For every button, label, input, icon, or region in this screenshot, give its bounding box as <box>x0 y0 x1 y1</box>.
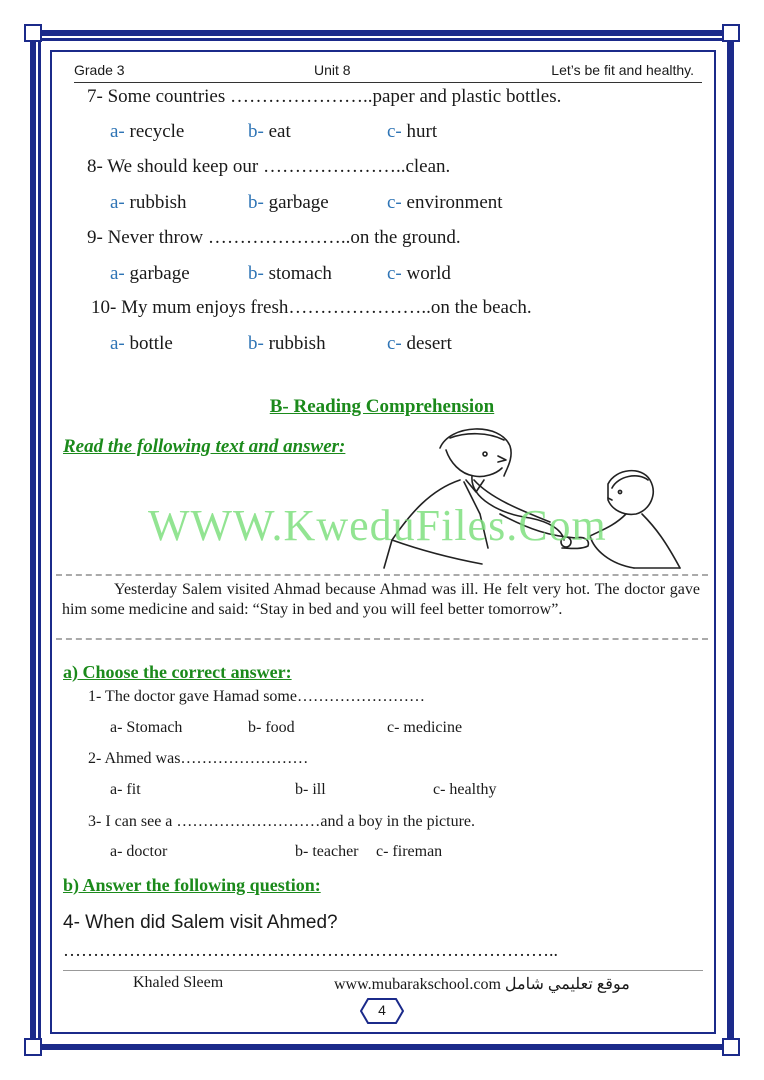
option-text: hurt <box>406 121 438 142</box>
q10-option-c[interactable] <box>387 333 452 355</box>
part-a-question-3: 3- I can see a ………………………and a boy in the picture. <box>88 813 476 830</box>
option-letter: b- <box>248 263 264 284</box>
option-text: garbage <box>268 192 329 213</box>
option-letter: b- <box>248 333 264 354</box>
q8-option-c[interactable] <box>387 192 503 214</box>
pa-q3-option-c[interactable]: c- fireman <box>376 843 443 860</box>
question-10: 10- My mum enjoys fresh…………………..on the beach. <box>91 297 532 318</box>
pa-q2-option-c[interactable]: c- healthy <box>433 781 497 798</box>
q9-option-c[interactable] <box>387 263 451 285</box>
option-text: recycle <box>129 121 185 142</box>
option-letter: c- <box>387 263 402 284</box>
option-text: eat <box>268 121 291 142</box>
q9-option-a[interactable] <box>110 263 190 285</box>
doctor-boy-illustration <box>380 418 690 578</box>
q10-option-b[interactable] <box>248 333 326 355</box>
watermark: WWW.KweduFiles.Com <box>148 501 607 550</box>
part-a-question-2: 2- Ahmed was…………………… <box>88 750 309 767</box>
question-7: 7- Some countries …………………..paper and plastic bottles. <box>87 86 562 107</box>
corner-ornament-tl <box>24 24 42 42</box>
option-text: environment <box>406 192 503 213</box>
option-text: rubbish <box>268 333 326 354</box>
option-letter: a- <box>110 263 125 284</box>
header-unit: Unit 8 <box>314 62 351 78</box>
option-text: rubbish <box>129 192 187 213</box>
corner-ornament-bl <box>24 1038 42 1056</box>
part-a-title: a) Choose the correct answer: <box>63 662 292 682</box>
part-a-question-1: 1- The doctor gave Hamad some…………………… <box>88 688 425 705</box>
pa-q3-option-b[interactable]: b- teacher <box>295 843 359 860</box>
option-letter: c- <box>387 333 402 354</box>
corner-ornament-br <box>722 1038 740 1056</box>
option-letter: a- <box>110 121 125 142</box>
q7-option-b[interactable] <box>248 121 291 143</box>
question-8: 8- We should keep our …………………..clean. <box>87 156 451 177</box>
option-text: world <box>406 263 451 284</box>
pa-q2-option-b[interactable]: b- ill <box>295 781 326 798</box>
option-letter: b- <box>248 121 264 142</box>
pa-q1-option-a[interactable]: a- Stomach <box>110 719 183 736</box>
option-letter: c- <box>387 121 402 142</box>
footer-divider <box>63 970 703 971</box>
page-number: 4 <box>378 1002 386 1018</box>
q10-option-a[interactable] <box>110 333 173 355</box>
q9-option-b[interactable] <box>248 263 332 285</box>
option-letter: a- <box>110 192 125 213</box>
pa-q1-option-c[interactable]: c- medicine <box>387 719 463 736</box>
header-title: Let’s be fit and healthy. <box>551 62 694 78</box>
answer-line[interactable]: ……………………………………………………………………….. <box>63 940 558 960</box>
header-grade: Grade 3 <box>74 62 125 78</box>
option-letter: b- <box>248 192 264 213</box>
pa-q1-option-b[interactable]: b- food <box>248 719 295 736</box>
page-header <box>74 60 702 83</box>
passage-text: Yesterday Salem visited Ahmad because Ahmad was ill. He felt very hot. The doctor gave him some medicine and said: “Stay in bed and you will feel better tomorrow”. <box>62 581 700 618</box>
option-text: bottle <box>129 333 173 354</box>
question-9: 9- Never throw …………………..on the ground. <box>87 227 461 248</box>
corner-ornament-tr <box>722 24 740 42</box>
option-letter: c- <box>387 192 402 213</box>
border-band-left <box>30 30 36 1050</box>
option-text: desert <box>406 333 452 354</box>
part-b-question-4: 4- When did Salem visit Ahmed? <box>63 912 338 933</box>
pa-q2-option-a[interactable]: a- fit <box>110 781 141 798</box>
q7-option-a[interactable] <box>110 121 184 143</box>
q8-option-b[interactable] <box>248 192 329 214</box>
option-text: garbage <box>129 263 190 284</box>
q7-option-c[interactable] <box>387 121 437 143</box>
part-b-title: b) Answer the following question: <box>63 875 321 895</box>
reading-instruction: Read the following text and answer: <box>63 436 346 457</box>
option-letter: a- <box>110 333 125 354</box>
footer-author: Khaled Sleem <box>133 974 224 991</box>
q8-option-a[interactable] <box>110 192 187 214</box>
reading-passage <box>56 574 708 640</box>
section-title: B- Reading Comprehension <box>269 396 495 417</box>
footer-site: www.mubarakschool.com موقع تعليمي شامل <box>334 976 630 993</box>
pa-q3-option-a[interactable]: a- doctor <box>110 843 168 860</box>
option-text: stomach <box>268 263 332 284</box>
border-band-top <box>30 30 734 36</box>
page-number-badge <box>360 998 404 1024</box>
